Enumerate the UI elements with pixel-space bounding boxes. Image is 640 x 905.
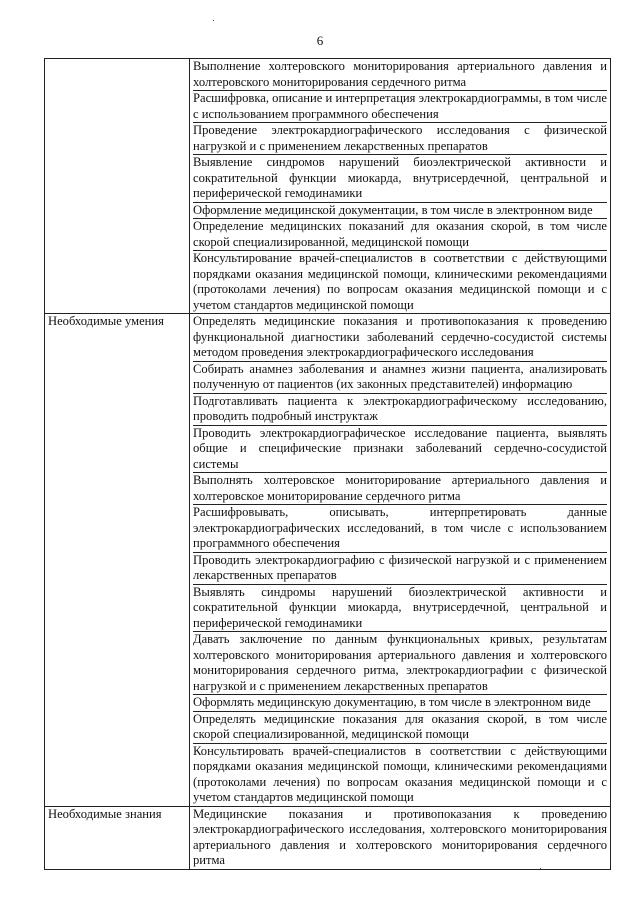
list-item: Определять медицинские показания для оказания скорой, в том числе скорой специализированной, медицинской помощи <box>193 711 607 741</box>
list-item: Определение медицинских показаний для оказания скорой, в том числе скорой специализированной, медицинской помощи <box>193 219 607 249</box>
list-item: Консультирование врачей-специалистов в соответствии с действующими порядками оказания медицинской помощи, клиническими рекомендациями (протоколами лечения) по вопросам оказания медицинской помощи и с учетом стандартов медицинской помощи <box>193 251 607 312</box>
list-item: Выполнять холтеровское мониторирование артериального давления и холтеровское мониторирование сердечного ритма <box>193 473 607 503</box>
items-cell <box>190 314 611 807</box>
list-item: Выполнение холтеровского мониторирования артериального давления и холтеровского мониторирования сердечного ритма <box>193 59 607 89</box>
list-item: Собирать анамнез заболевания и анамнез жизни пациента, анализировать полученную от пациентов (их законных представителей) информацию <box>193 361 607 391</box>
items-cell <box>190 806 611 869</box>
row-label-skills: Необходимые умения <box>45 314 190 807</box>
list-item: Подготавливать пациента к электрокардиографическому исследованию, проводить подробный инструктаж <box>193 393 607 423</box>
list-item: Проводить электрокардиографию с физической нагрузкой и с применением лекарственных препаратов <box>193 552 607 582</box>
scan-speck <box>213 20 214 21</box>
row-label-knowledge: Необходимые знания <box>45 806 190 869</box>
list-item: Оформление медицинской документации, в том числе в электронном виде <box>193 202 607 219</box>
page-number: 6 <box>316 33 324 48</box>
items-cell <box>190 59 611 314</box>
requirements-table <box>44 58 611 870</box>
list-item: Расшифровка, описание и интерпретация электрокардиограммы, в том числе с использованием программного обеспечения <box>193 91 607 121</box>
list-item: Консультировать врачей-специалистов в соответствии с действующими порядками оказания медицинской помощи, клиническими рекомендациями (протоколами лечения) по вопросам оказания медицинской помощи и с учетом стандартов медицинской помощи <box>193 743 607 804</box>
list-item: Проводить электрокардиографическое исследование пациента, выявлять общие и специфические признаки заболеваний сердечно-сосудистой системы <box>193 425 607 471</box>
list-item: Проведение электрокардиографического исследования с физической нагрузкой и с применением лекарственных препаратов <box>193 123 607 153</box>
list-item: Давать заключение по данным функциональных кривых, результатам холтеровского мониторирования артериального давления и холтеровского мониторирования сердечного ритма, электрокардиографии с физической нагрузкой и с применением лекарственных препаратов <box>193 632 607 693</box>
list-item: Выявление синдромов нарушений биоэлектрической активности и сократительной функции миокарда, внутрисердечной, центральной и периферической гемодинамики <box>193 155 607 200</box>
table-row-knowledge <box>45 806 611 869</box>
list-item: Оформлять медицинскую документацию, в том числе в электронном виде <box>193 694 607 711</box>
table-row-skills <box>45 314 611 807</box>
table-row-actions <box>45 59 611 314</box>
list-item: Медицинские показания и противопоказания к проведению электрокардиографического исследования, холтеровского мониторирования артериального давления и холтеровского мониторирования сердечного ритма <box>193 806 607 867</box>
list-item: Определять медицинские показания и противопоказания к проведению функциональной диагностики заболеваний сердечно-сосудистой системы методом проведения электрокардиографического исследования <box>193 314 607 359</box>
list-item: Расшифровывать, описывать, интерпретировать данные электрокардиографических исследований, в том числе с использованием программного обеспечения <box>193 505 607 550</box>
list-item: Выявлять синдромы нарушений биоэлектрической активности и сократительной функции миокарда, внутрисердечной, центральной и периферической гемодинамики <box>193 584 607 630</box>
row-label-cell <box>45 59 190 314</box>
